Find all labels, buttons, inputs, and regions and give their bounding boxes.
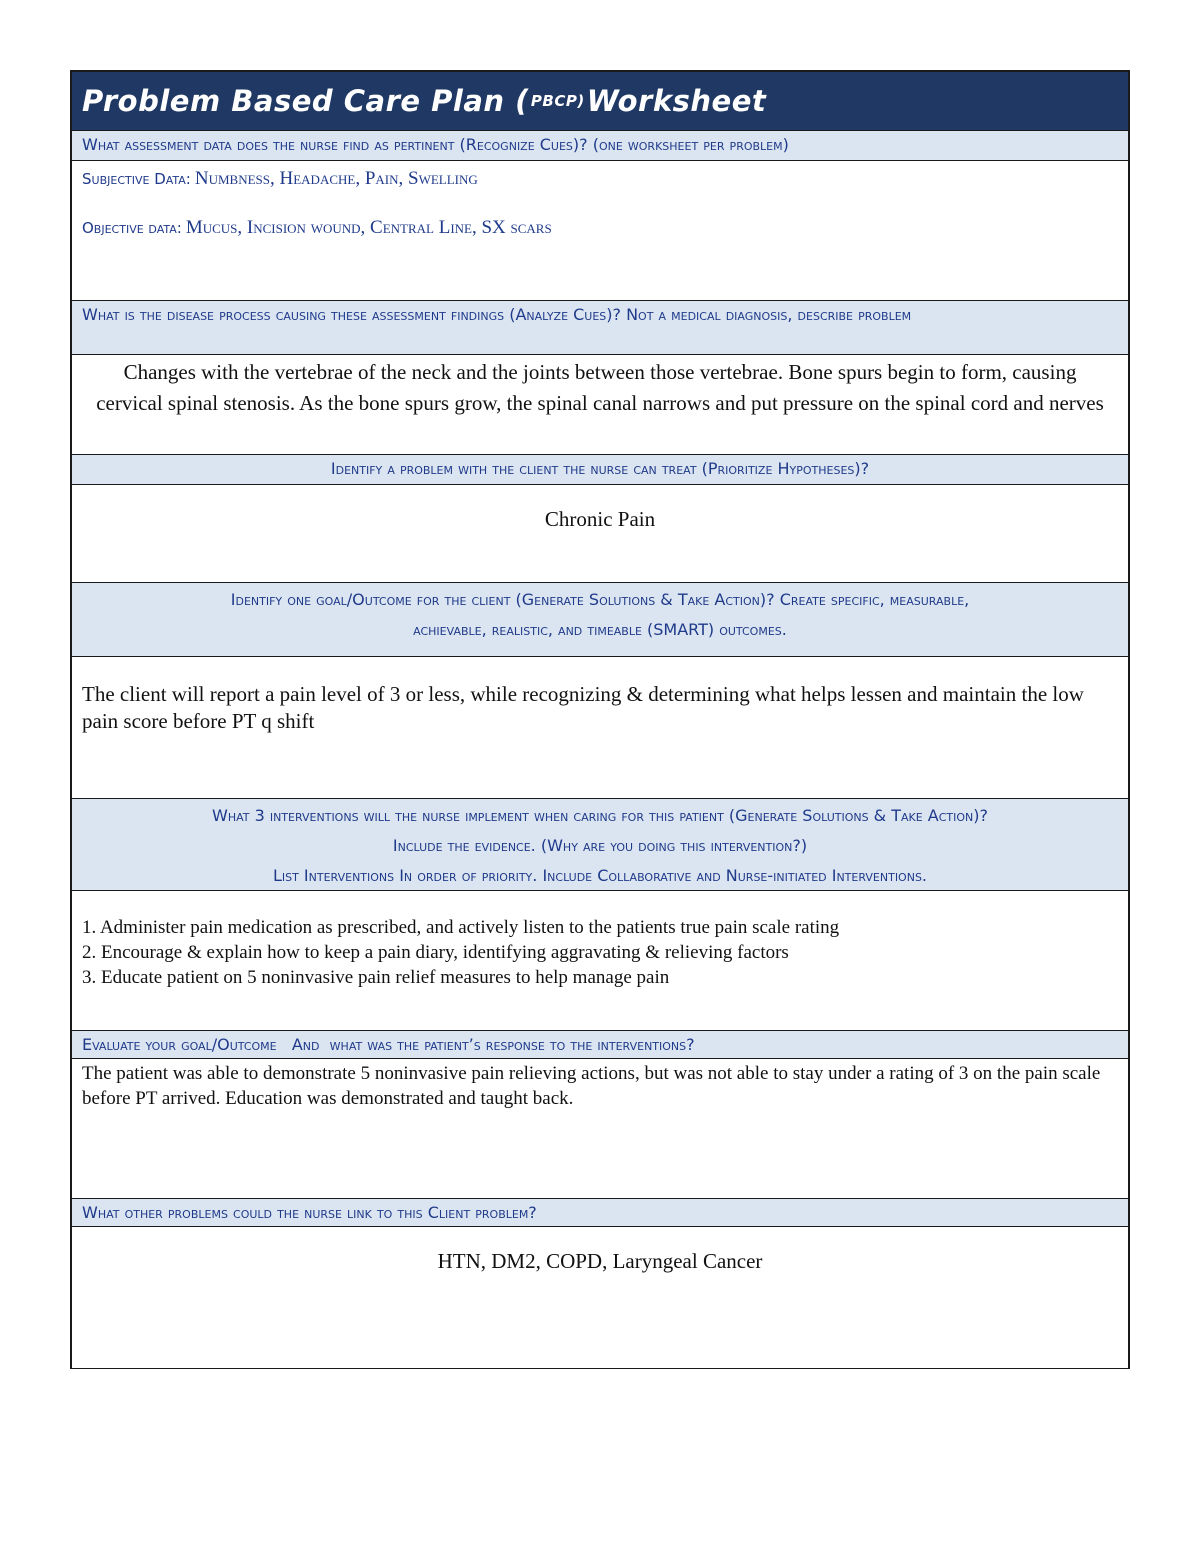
interventions-header-line1: What 3 interventions will the nurse implement when caring for this patient (Generate Solutions & Take Action)? — [212, 806, 988, 825]
intervention-item: 2. Encourage & explain how to keep a pain diary, identifying aggravating & relieving factors — [82, 942, 789, 963]
other-problems-header: What other problems could the nurse link to this Client problem? — [72, 1199, 1128, 1227]
interventions-list — [72, 891, 1128, 1031]
analyze-cues-body: Changes with the vertebrae of the neck and the joints between those vertebrae. Bone spurs begin to form, causing cervical spinal stenosis. As the bone spurs grow, the spinal canal narrows and put pressure on the spinal cord and nerves — [72, 355, 1128, 455]
worksheet-title — [72, 72, 1128, 131]
analyze-cues-header: What is the disease process causing these assessment findings (Analyze Cues)? Not a medical diagnosis, describe problem — [72, 301, 1128, 355]
recognize-cues-cell — [72, 161, 1128, 301]
evaluate-body: The patient was able to demonstrate 5 noninvasive pain relieving actions, but was not able to stay under a rating of 3 on the pain scale before PT arrived. Education was demonstrated and taught back. — [72, 1059, 1128, 1199]
objective-label: Objective data: — [82, 219, 182, 237]
intervention-item: 3. Educate patient on 5 noninvasive pain relief measures to help manage pain — [82, 967, 670, 988]
title-part2: Worksheet — [586, 84, 767, 118]
prioritized-problem: Chronic Pain — [72, 485, 1128, 583]
subjective-value: Numbness, Headache, Pain, Swelling — [194, 168, 478, 189]
goal-header-line2: achievable, realistic, and timeable (SMART) outcomes. — [413, 620, 787, 639]
prioritize-header: Identify a problem with the client the nurse can treat (Prioritize Hypotheses)? — [72, 455, 1128, 485]
interventions-header-line2: Include the evidence. (Why are you doing this intervention?) — [392, 836, 808, 855]
title-abbr: PBCP) — [530, 92, 585, 110]
goal-header — [72, 583, 1128, 657]
objective-value: Mucus, Incision wound, Central Line, SX scars — [185, 217, 552, 238]
subjective-data — [82, 167, 1118, 192]
title-part1: Problem Based Care Plan ( — [82, 84, 529, 118]
recognize-cues-header: What assessment data does the nurse find as pertinent (Recognize Cues)? (one worksheet per problem) — [72, 131, 1128, 161]
intervention-item: 1. Administer pain medication as prescribed, and actively listen to the patients true pain scale rating — [82, 917, 840, 938]
interventions-header-line3: List Interventions In order of priority. Include Collaborative and Nurse-initiated Interventions. — [272, 866, 928, 885]
objective-data — [82, 216, 1118, 241]
care-plan-worksheet — [70, 70, 1130, 1369]
other-problems-body: HTN, DM2, COPD, Laryngeal Cancer — [72, 1227, 1128, 1369]
interventions-header — [72, 799, 1128, 891]
evaluate-header: Evaluate your goal/Outcome And what was the patient’s response to the interventions? — [72, 1031, 1128, 1059]
goal-header-line1: Identify one goal/Outcome for the client (Generate Solutions & Take Action)? Create specific, measurable, — [230, 590, 970, 609]
subjective-label: Subjective Data: — [82, 170, 191, 188]
goal-body: The client will report a pain level of 3 or less, while recognizing & determining what helps lessen and maintain the low pain score before PT q shift — [72, 657, 1128, 799]
